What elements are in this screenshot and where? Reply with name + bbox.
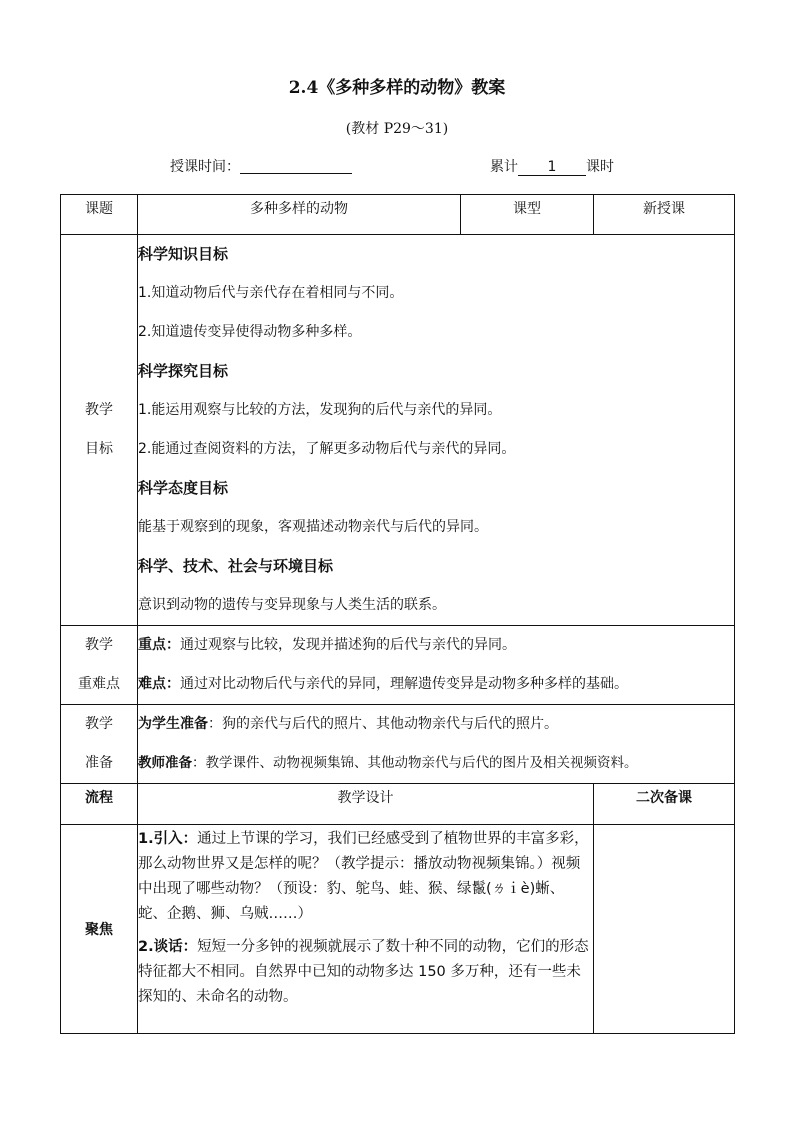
goal-item: 能基于观察到的现象，客观描述动物亲代与后代的异同。 [138,519,488,535]
preparation-content [138,705,735,784]
preparation-row [61,705,735,784]
textbook-pages: (教材 P29～31) [345,121,449,137]
goal-heading: 科学探究目标 [138,362,229,380]
key-points-label: 教学 重难点 [61,626,138,705]
lesson-time-blank [240,159,352,174]
lesson-type-label: 课型 [461,195,594,235]
key-points-content [138,626,735,705]
goal-item: 意识到动物的遗传与变异现象与人类生活的联系。 [138,597,446,613]
design-label: 教学设计 [138,784,594,825]
goal-item: 1.知道动物后代与亲代存在着相同与不同。 [138,285,404,301]
flow-label: 流程 [61,784,138,825]
lesson-time [170,156,352,176]
focus-row [61,825,735,1034]
focus-paragraph: 1.引入：通过上节课的学习，我们已经感受到了植物世界的丰富多彩，那么动物世界又是怎样的呢？（教学提示：播放动物视频集锦。）视频中出现了哪些动物？（预设：豹、鸵鸟、蛙、猴、绿鬣(ㄌｉè)蜥、蛇、企鹅、狮、乌贼……） [138,831,589,922]
topic-value: 多种多样的动物 [138,195,461,235]
flow-header-row [61,784,735,825]
document-title: 2.4《多种多样的动物》教案 [288,78,506,98]
topic-label: 课题 [61,195,138,235]
lesson-count-unit: 课时 [586,159,614,175]
key-focus: 重点：通过观察与比较，发现并描述狗的后代与亲代的异同。 [138,637,516,653]
key-difficulty: 难点：通过对比动物后代与亲代的异同，理解遗传变异是动物多种多样的基础。 [138,676,628,692]
lesson-count [490,156,614,176]
second-prep-label: 二次备课 [594,784,735,825]
goals-content [138,235,735,626]
topic-row [61,195,735,235]
goal-item: 1.能运用观察与比较的方法，发现狗的后代与亲代的异同。 [138,402,502,418]
goal-item: 2.能通过查阅资料的方法，了解更多动物后代与亲代的异同。 [138,441,516,457]
goals-row [61,235,735,626]
prep-student: 为学生准备：狗的亲代与后代的照片、其他动物亲代与后代的照片。 [138,716,558,732]
lesson-time-label: 授课时间： [170,159,240,175]
lesson-count-label: 累计 [490,159,518,175]
prep-teacher: 教师准备：教学课件、动物视频集锦、其他动物亲代与后代的图片及相关视频资料。 [138,755,638,771]
goal-heading: 科学知识目标 [138,245,229,263]
goal-heading: 科学态度目标 [138,479,229,497]
focus-label: 聚焦 [61,825,138,1034]
key-points-row [61,626,735,705]
focus-paragraph: 2.谈话：短短一分多钟的视频就展示了数十种不同的动物，它们的形态特征都大不相同。自然界中已知的动物多达 150 多万种，还有一些未探知的、未命名的动物。 [138,939,589,1005]
second-prep-cell [594,825,735,1034]
goal-item: 2.知道遗传变异使得动物多种多样。 [138,324,362,340]
lesson-type-value: 新授课 [594,195,735,235]
focus-content [138,825,594,1034]
lesson-plan-table [60,194,735,1034]
preparation-label: 教学 准备 [61,705,138,784]
lesson-count-value: 1 [518,159,586,176]
goals-label: 教学 目标 [61,235,138,626]
goal-heading: 科学、技术、社会与环境目标 [138,557,334,575]
